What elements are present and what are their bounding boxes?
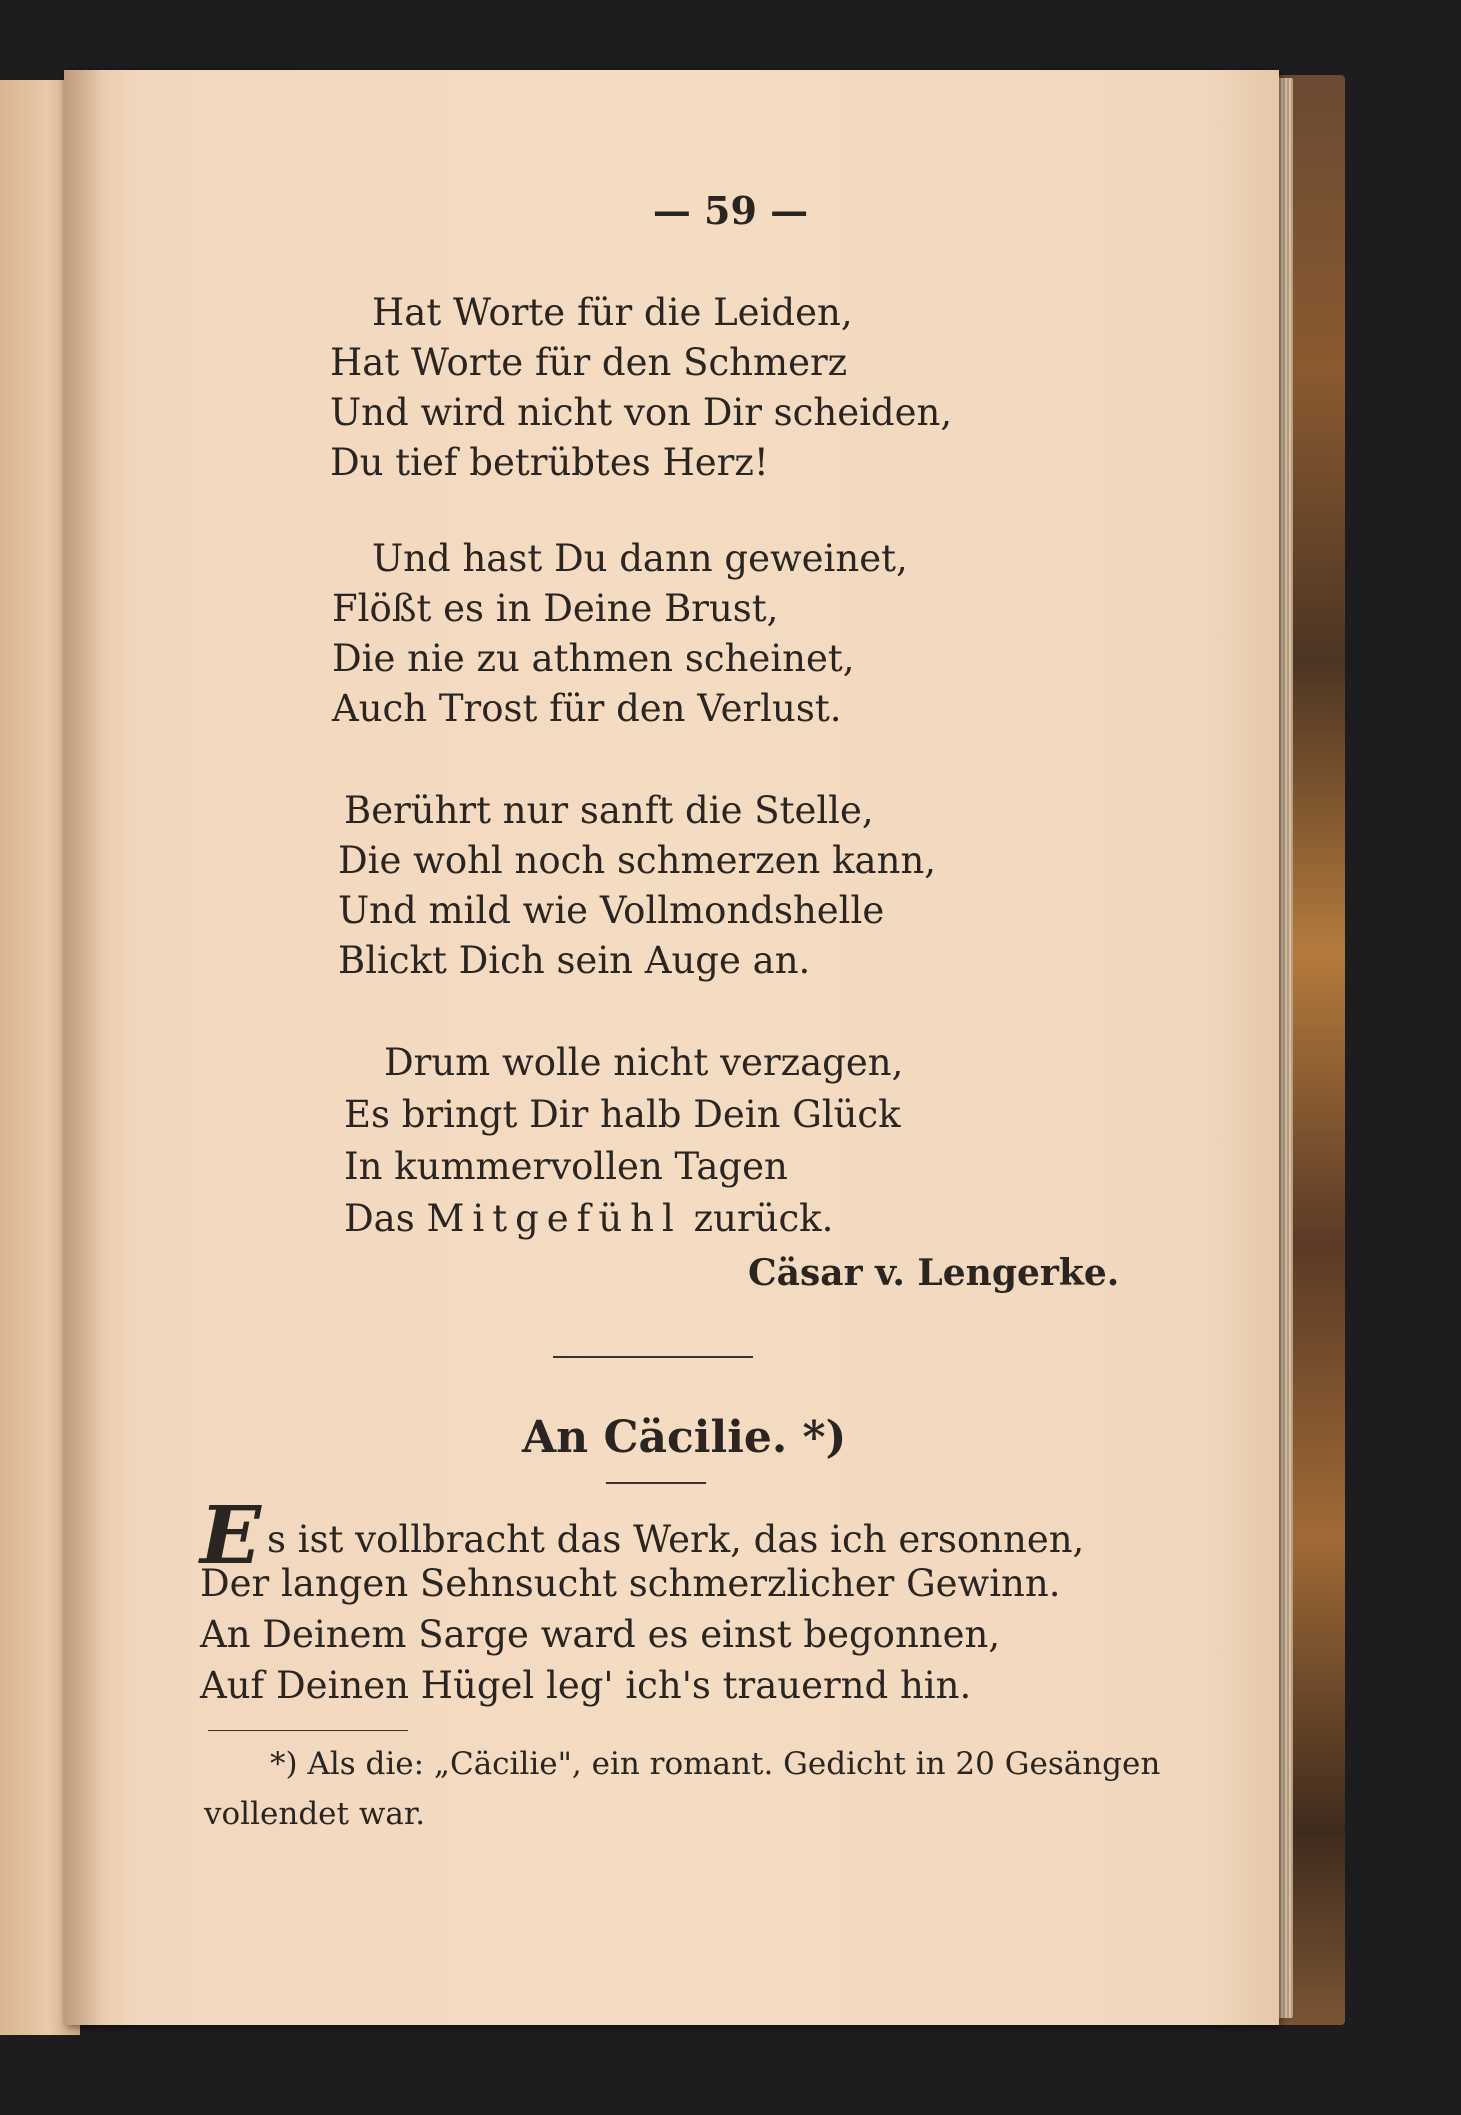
verse-line: Auf Deinen Hügel leg' ich's trauernd hin. bbox=[200, 1664, 972, 1707]
footnote-line: *) Als die: „Cäcilie", ein romant. Gedicht in 20 Gesängen bbox=[270, 1746, 1161, 1782]
verse-line: Und mild wie Vollmondshelle bbox=[338, 889, 885, 932]
verse-word: zurück. bbox=[693, 1197, 834, 1240]
verse-line: Der langen Sehnsucht schmerzlicher Gewinn. bbox=[200, 1562, 1061, 1605]
verse-line bbox=[344, 1194, 833, 1244]
verse-line: Und hast Du dann geweinet, bbox=[372, 537, 908, 580]
verse-word-spaced: Mitgefühl bbox=[426, 1197, 682, 1240]
section-divider bbox=[553, 1356, 753, 1358]
page-number: — 59 — bbox=[652, 188, 809, 233]
verse-line: In kummervollen Tagen bbox=[344, 1145, 788, 1188]
footnote-rule bbox=[208, 1730, 408, 1731]
verse-line: Blickt Dich sein Auge an. bbox=[338, 939, 811, 982]
verse-line: Die nie zu athmen scheinet, bbox=[332, 637, 855, 680]
verse-line: Die wohl noch schmerzen kann, bbox=[338, 839, 937, 882]
poem-title: An Cäcilie. *) bbox=[522, 1412, 847, 1463]
verse-line: Du tief betrübtes Herz! bbox=[330, 441, 769, 484]
drop-cap: E bbox=[200, 1488, 261, 1582]
verse-line: Hat Worte für die Leiden, bbox=[372, 291, 853, 334]
verse-word: Das bbox=[344, 1197, 415, 1240]
verse-line: Berührt nur sanft die Stelle, bbox=[344, 789, 874, 832]
poem-author: Cäsar v. Lengerke. bbox=[748, 1252, 1120, 1294]
verse-line: An Deinem Sarge ward es einst begonnen, bbox=[200, 1613, 1001, 1656]
title-underline bbox=[606, 1482, 706, 1484]
verse-line: Und wird nicht von Dir scheiden, bbox=[330, 391, 953, 434]
verse-line: Drum wolle nicht verzagen, bbox=[384, 1041, 904, 1084]
verse-line: Es bringt Dir halb Dein Glück bbox=[344, 1093, 901, 1136]
footnote-line: vollendet war. bbox=[204, 1796, 426, 1832]
verse-line: Auch Trost für den Verlust. bbox=[332, 687, 842, 730]
verse-line: Hat Worte für den Schmerz bbox=[330, 341, 848, 384]
gutter-shadow bbox=[64, 70, 104, 2025]
verse-line-rest: s ist vollbracht das Werk, das ich ersonnen, bbox=[266, 1518, 1085, 1561]
verse-line: Flößt es in Deine Brust, bbox=[332, 587, 779, 630]
